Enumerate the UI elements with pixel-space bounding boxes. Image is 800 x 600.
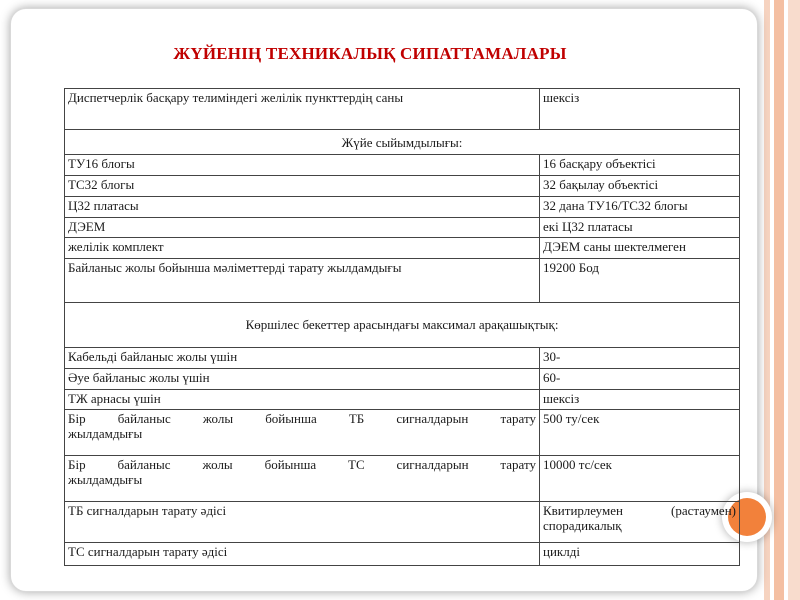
row-value: екі Ц32 платасы (540, 217, 740, 238)
table-row (65, 89, 740, 130)
row-value: шексіз (540, 89, 740, 130)
row-label-line: жылдамдығы (68, 426, 143, 442)
table-row (65, 176, 740, 197)
row-label: Кабельді байланыс жолы үшін (65, 348, 540, 369)
decor-stripe-2 (774, 0, 784, 600)
row-value: 10000 тс/сек (540, 456, 740, 502)
table-row (65, 259, 740, 303)
table-row (65, 238, 740, 259)
table-row (65, 389, 740, 410)
row-label (65, 410, 540, 456)
row-value: циклді (540, 543, 740, 566)
row-value: 32 дана ТУ16/ТС32 блогы (540, 196, 740, 217)
row-value: 19200 Бод (540, 259, 740, 303)
table-row (65, 155, 740, 176)
row-label: ТБ сигналдарын тарату әдісі (65, 501, 540, 542)
section-header-row (65, 130, 740, 155)
table-row (65, 348, 740, 369)
row-label: Диспетчерлік басқару телиміндегі желілік пункттердің саны (65, 89, 540, 130)
row-label: ТУ16 блогы (65, 155, 540, 176)
table-row (65, 410, 740, 456)
row-value (540, 501, 740, 542)
row-value: 30- (540, 348, 740, 369)
page-title: ЖҮЙЕНІҢ ТЕХНИКАЛЫҚ СИПАТТАМАЛАРЫ (173, 44, 567, 63)
row-label: ТС32 блогы (65, 176, 540, 197)
row-label: Байланыс жолы бойынша мәліметтерді тарату жылдамдығы (65, 259, 540, 303)
row-value-line: Квитирлеумен (растаумен) (543, 502, 736, 518)
table-row (65, 217, 740, 238)
decor-stripe-3 (788, 0, 800, 600)
row-label: ДЭЕМ (65, 217, 540, 238)
row-value: 32 бақылау объектісі (540, 176, 740, 197)
row-label: Әуе байланыс жолы үшін (65, 368, 540, 389)
row-value: ДЭЕМ саны шектелмеген (540, 238, 740, 259)
row-value: 60- (540, 368, 740, 389)
row-label-line: жылдамдығы (68, 472, 143, 488)
table-row (65, 501, 740, 542)
section-header-distance: Көршілес бекеттер арасындағы максимал арақашықтық: (65, 302, 740, 348)
row-value: 500 ту/сек (540, 410, 740, 456)
row-value: 16 басқару объектісі (540, 155, 740, 176)
row-label: Ц32 платасы (65, 196, 540, 217)
table-row (65, 196, 740, 217)
row-value-line: спорадикалық (543, 517, 622, 533)
spec-table (64, 88, 740, 566)
section-header-row (65, 302, 740, 348)
row-label-line: Бір байланыс жолы бойынша ТБ сигналдарын тарату (68, 411, 536, 427)
table-row (65, 368, 740, 389)
row-label (65, 456, 540, 502)
row-label-line: Бір байланыс жолы бойынша ТС сигналдарын тарату (68, 457, 536, 473)
table-row (65, 456, 740, 502)
row-value: шексіз (540, 389, 740, 410)
row-label: желілік комплект (65, 238, 540, 259)
row-label: ТС сигналдарын тарату әдісі (65, 543, 540, 566)
row-label: ТЖ арнасы үшін (65, 389, 540, 410)
section-header-capacity: Жүйе сыйымдылығы: (65, 130, 740, 155)
table-row (65, 543, 740, 566)
